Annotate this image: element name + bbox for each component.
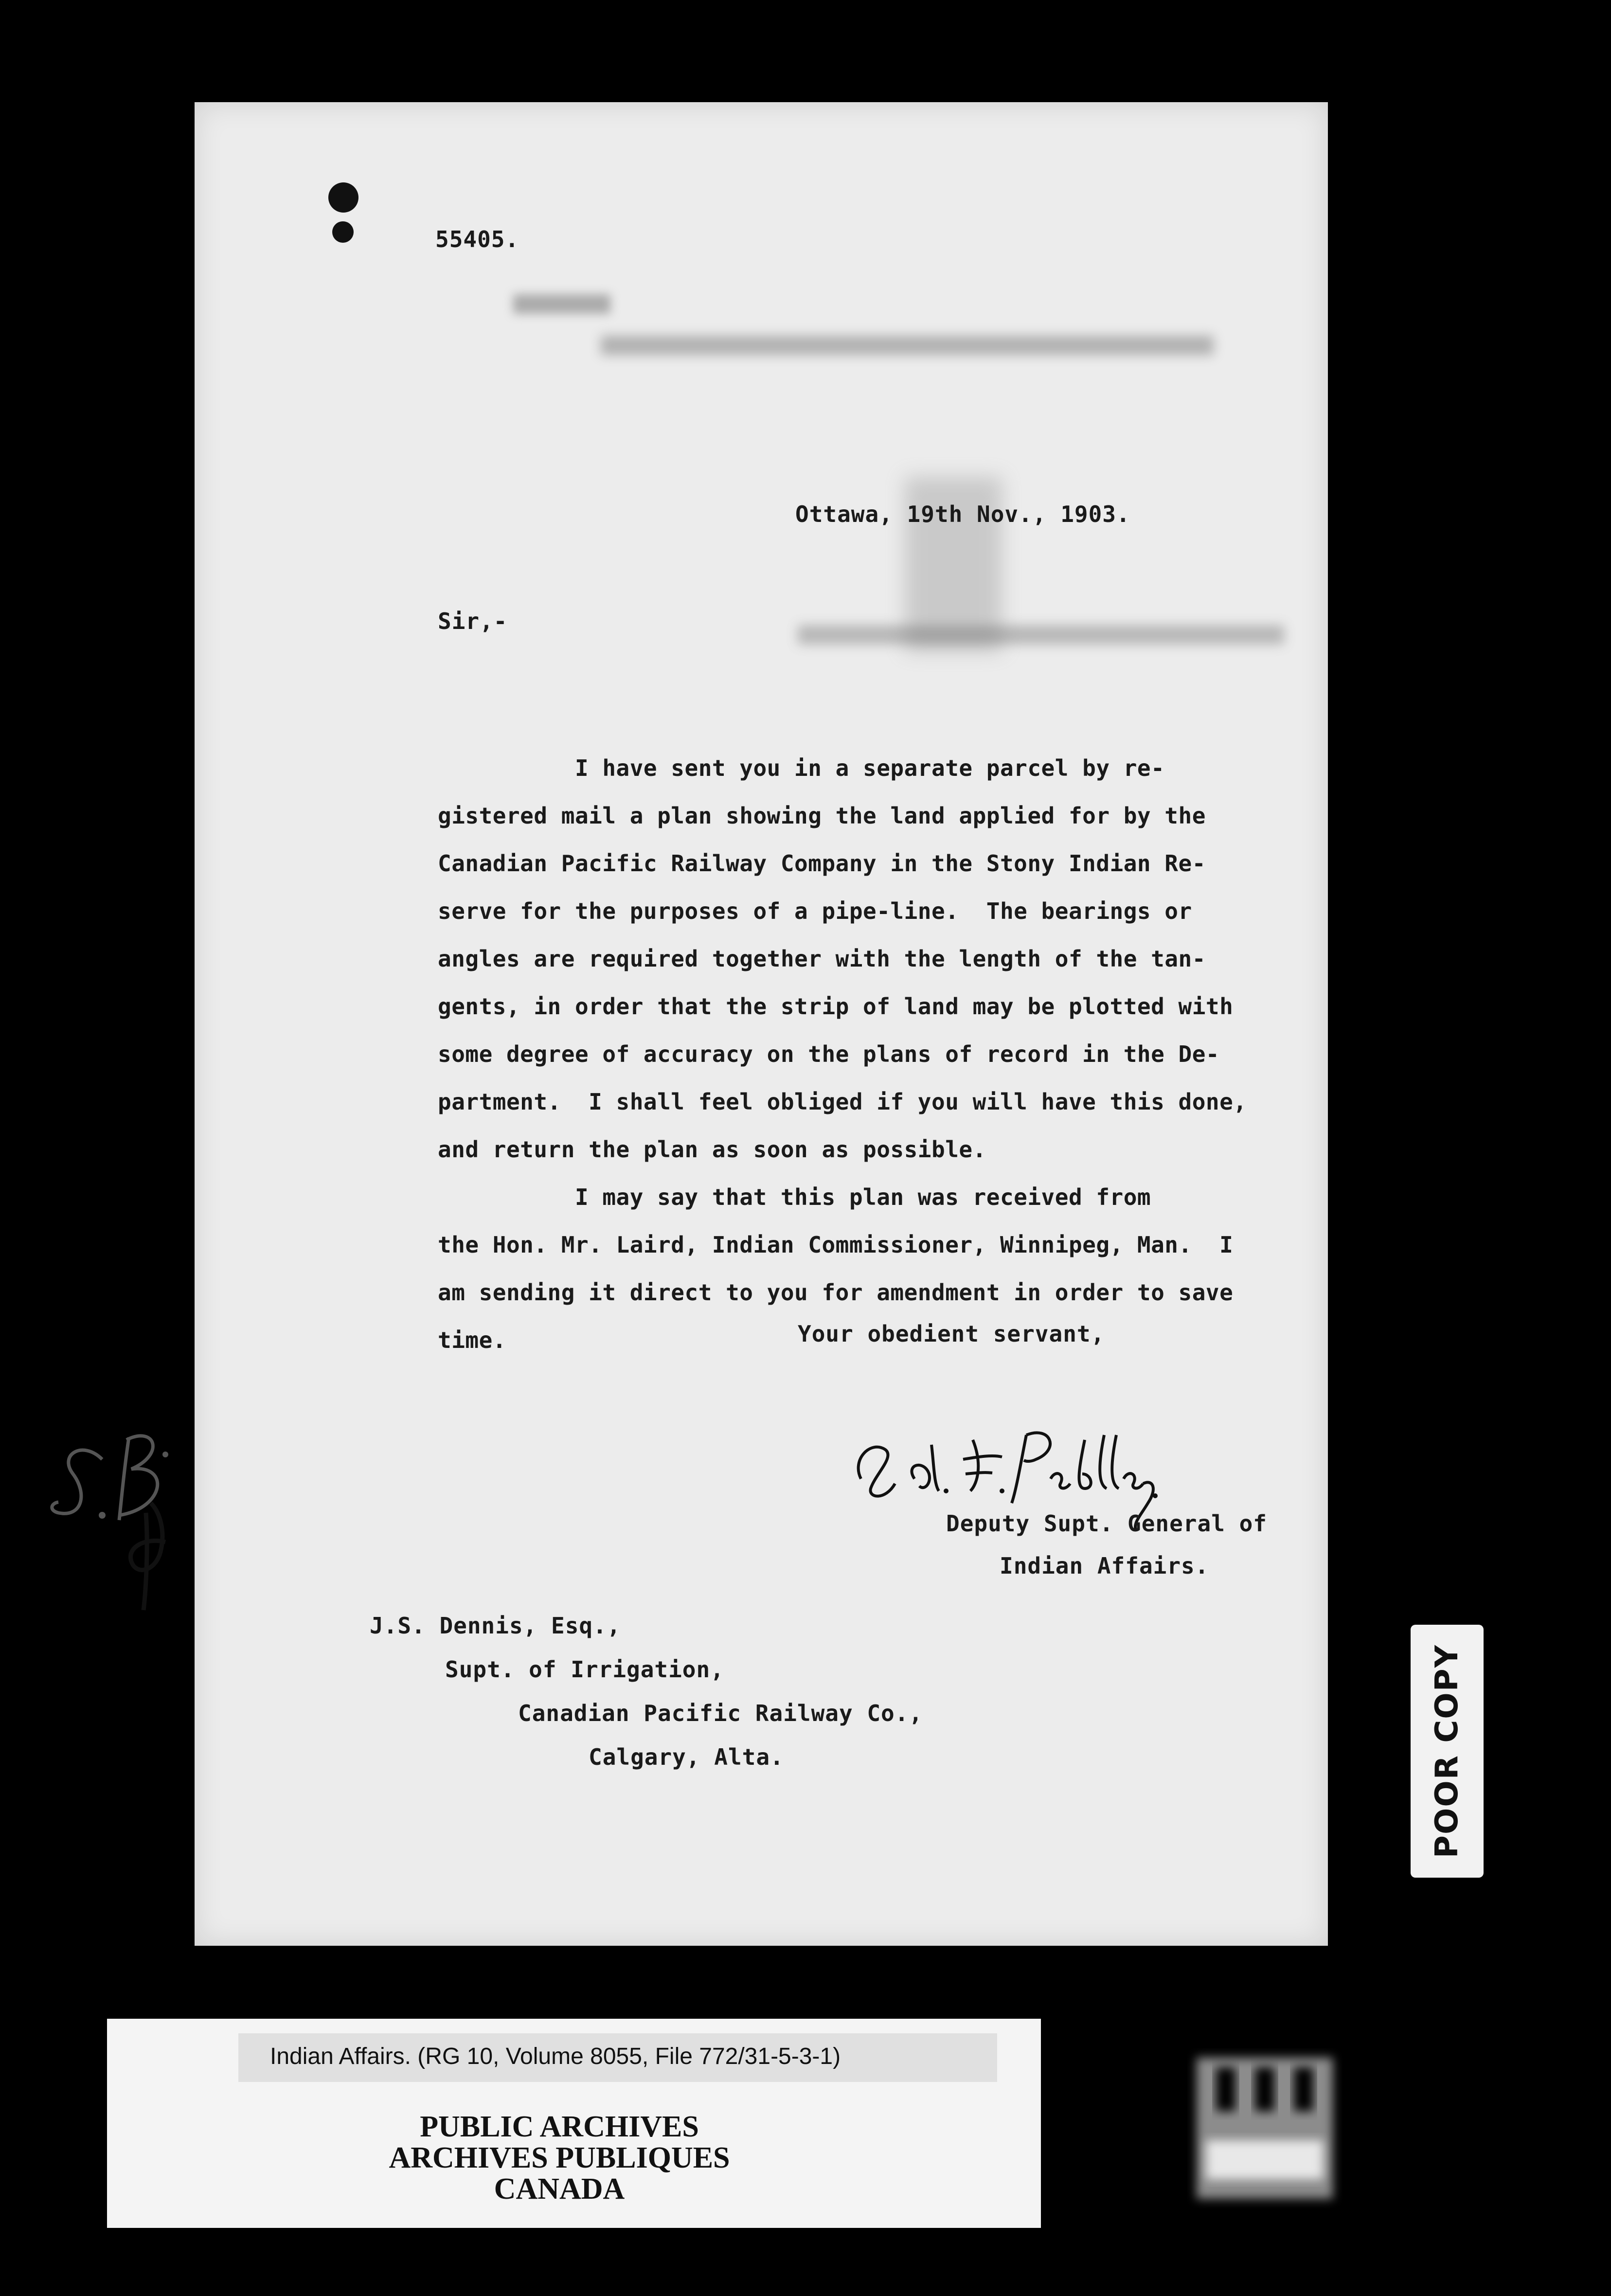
letter-body (438, 744, 1274, 1364)
smudged-header-line-2 (601, 336, 1214, 355)
punch-hole-bottom (332, 221, 354, 243)
archives-stamp (272, 2111, 846, 2205)
body-line: I have sent you in a separate parcel by re- (438, 755, 1165, 781)
smudged-header-line-1 (513, 294, 610, 314)
signer-title-line1: Deputy Supt. General of (946, 1510, 1267, 1537)
body-line: the Hon. Mr. Laird, Indian Commissioner, Winnipeg, Man. I (438, 1232, 1234, 1258)
closing: Your obedient servant, (798, 1321, 1105, 1347)
addressee-place: Calgary, Alta. (589, 1744, 784, 1770)
addressee-company: Canadian Pacific Railway Co., (518, 1700, 923, 1726)
body-line: angles are required together with the length of the tan- (438, 946, 1206, 972)
letter-page (195, 102, 1328, 1946)
blurred-microfilm-mark (1187, 2048, 1342, 2208)
punch-hole-top (328, 182, 358, 213)
smudged-line-under-date (798, 625, 1284, 645)
body-line: partment. I shall feel obliged if you will have this done, (438, 1089, 1247, 1115)
addressee-title: Supt. of Irrigation, (445, 1656, 724, 1683)
body-line: serve for the purposes of a pipe-line. The bearings or (438, 898, 1192, 924)
handwritten-initials (24, 1386, 199, 1639)
body-line: I may say that this plan was received from (438, 1184, 1151, 1210)
body-line: am sending it direct to you for amendment in order to save (438, 1279, 1234, 1306)
signer-title-line2: Indian Affairs. (1000, 1553, 1209, 1579)
archives-line2: ARCHIVES PUBLIQUES (389, 2141, 730, 2174)
body-line: time. (438, 1327, 506, 1353)
body-line: gistered mail a plan showing the land applied for by the (438, 803, 1206, 829)
body-line: Canadian Pacific Railway Company in the Stony Indian Re- (438, 850, 1206, 877)
addressee-name: J.S. Dennis, Esq., (370, 1613, 621, 1639)
date-line: Ottawa, 19th Nov., 1903. (795, 501, 1130, 527)
archives-line1: PUBLIC ARCHIVES (420, 2110, 699, 2143)
archives-line3: CANADA (494, 2172, 625, 2206)
file-number: 55405. (435, 226, 519, 252)
body-line: some degree of accuracy on the plans of record in the De- (438, 1041, 1220, 1067)
archive-reference: Indian Affairs. (RG 10, Volume 8055, File 772/31-5-3-1) (270, 2044, 841, 2069)
body-line: gents, in order that the strip of land may be plotted with (438, 993, 1234, 1020)
body-line: and return the plan as soon as possible. (438, 1136, 986, 1163)
poor-copy-stamp: POOR COPY (1411, 1625, 1484, 1878)
salutation: Sir,- (438, 608, 508, 634)
